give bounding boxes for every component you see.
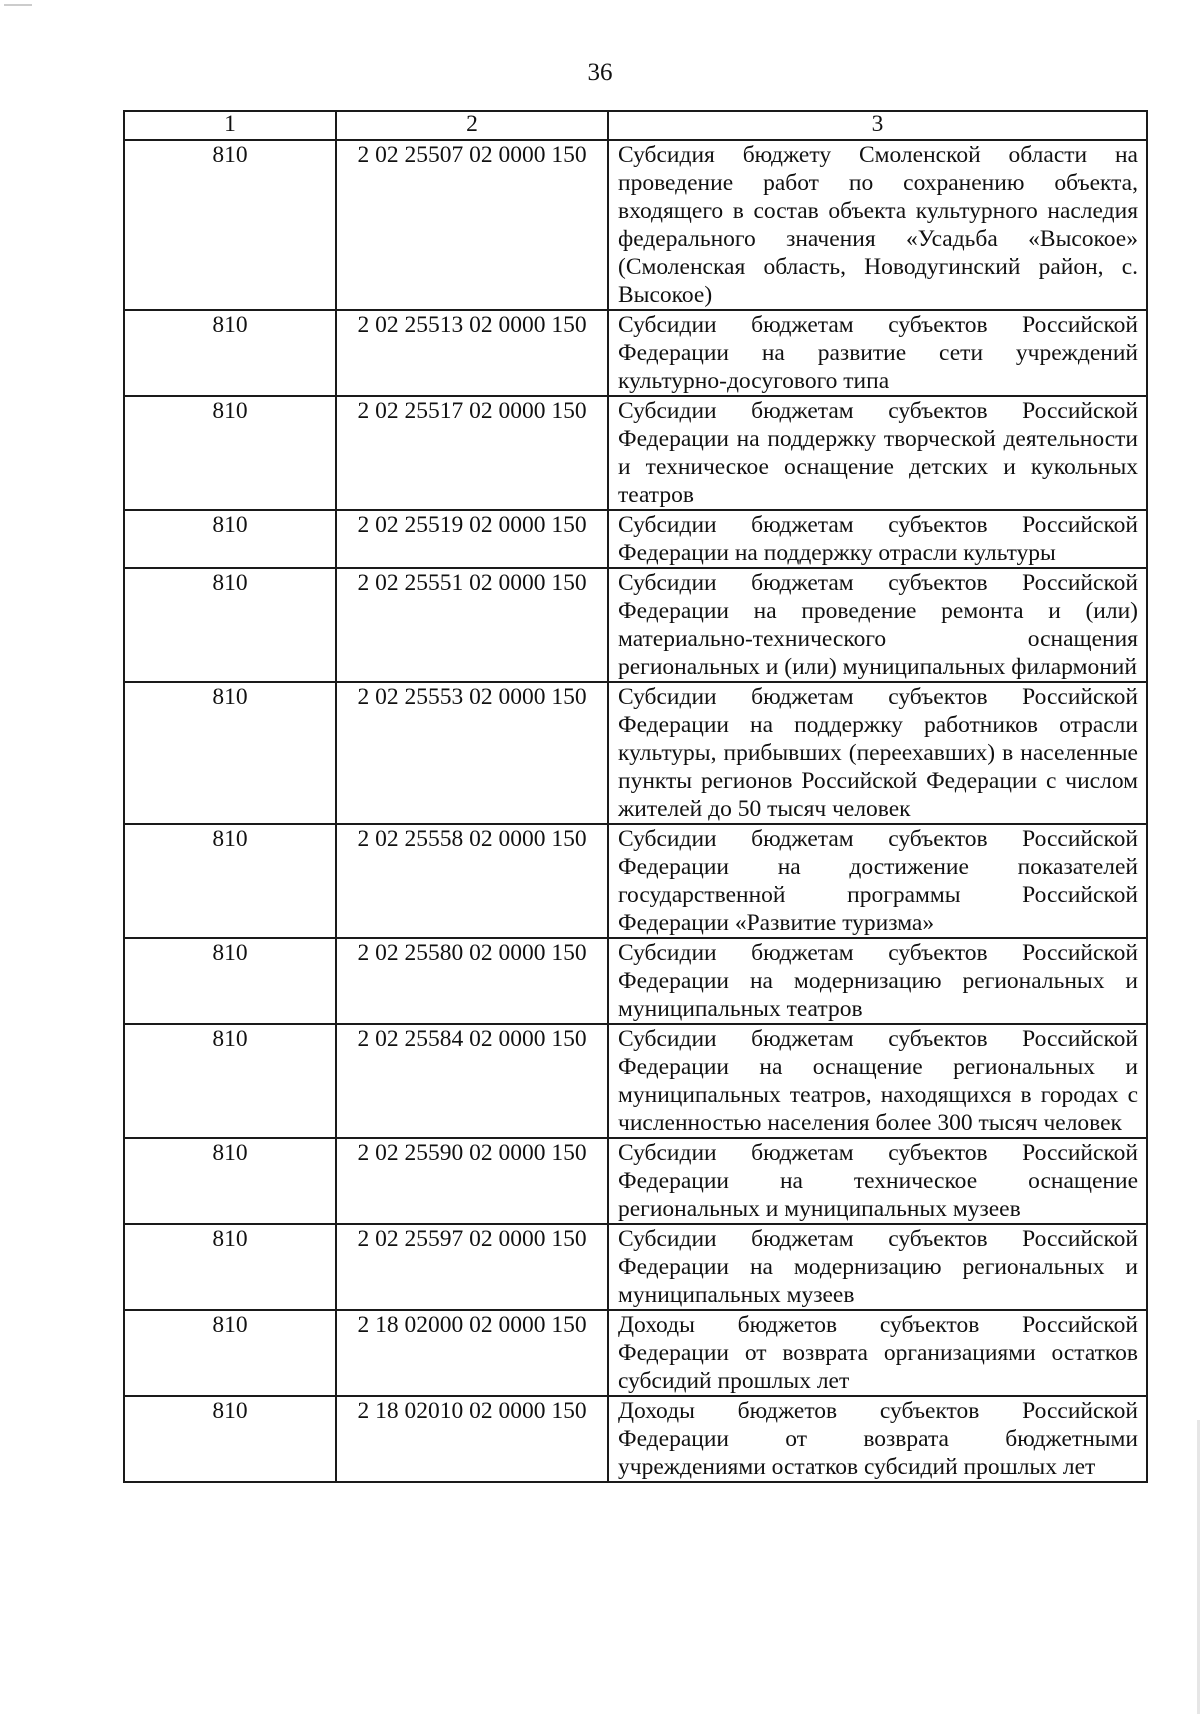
revenue-code-cell: 2 02 25551 02 0000 150	[336, 568, 608, 682]
revenue-code-cell: 2 18 02010 02 0000 150	[336, 1396, 608, 1482]
admin-code-cell: 810	[124, 568, 336, 682]
description-cell: Субсидии бюджетам субъектов Российской Федерации на оснащение региональных и муниципальных театров, находящихся в городах с численностью населения более 300 тысяч человек	[608, 1024, 1147, 1138]
description-cell: Доходы бюджетов субъектов Российской Федерации от возврата бюджетными учреждениями остатков субсидий прошлых лет	[608, 1396, 1147, 1482]
description-cell: Субсидия бюджету Смоленской области на проведение работ по сохранению объекта, входящего в состав объекта культурного наследия федерального значения «Усадьба «Высокое» (Смоленская область, Новодугинский район, с. Высокое)	[608, 140, 1147, 310]
description-cell: Субсидии бюджетам субъектов Российской Федерации на техническое оснащение региональных и муниципальных музеев	[608, 1138, 1147, 1224]
revenue-code-cell: 2 02 25513 02 0000 150	[336, 310, 608, 396]
revenue-code-cell: 2 02 25590 02 0000 150	[336, 1138, 608, 1224]
table-row	[124, 140, 1147, 310]
column-header-1: 1	[124, 111, 336, 140]
description-cell: Субсидии бюджетам субъектов Российской Федерации на проведение ремонта и (или) материально-технического оснащения региональных и (или) муниципальных филармоний	[608, 568, 1147, 682]
revenue-code-cell: 2 02 25507 02 0000 150	[336, 140, 608, 310]
description-cell: Субсидии бюджетам субъектов Российской Федерации на поддержку творческой деятельности и техническое оснащение детских и кукольных театров	[608, 396, 1147, 510]
description-cell: Субсидии бюджетам субъектов Российской Федерации на развитие сети учреждений культурно-досугового типа	[608, 310, 1147, 396]
admin-code-cell: 810	[124, 1396, 336, 1482]
admin-code-cell: 810	[124, 824, 336, 938]
budget-codes-table	[123, 110, 1148, 1483]
page-number: 36	[587, 59, 613, 86]
scan-artifact	[4, 4, 32, 6]
admin-code-cell: 810	[124, 1310, 336, 1396]
admin-code-cell: 810	[124, 140, 336, 310]
admin-code-cell: 810	[124, 938, 336, 1024]
description-cell: Субсидии бюджетам субъектов Российской Федерации на модернизацию региональных и муниципальных музеев	[608, 1224, 1147, 1310]
description-cell: Субсидии бюджетам субъектов Российской Федерации на поддержку отрасли культуры	[608, 510, 1147, 568]
admin-code-cell: 810	[124, 310, 336, 396]
description-cell: Доходы бюджетов субъектов Российской Федерации от возврата организациями остатков субсидий прошлых лет	[608, 1310, 1147, 1396]
revenue-code-cell: 2 02 25519 02 0000 150	[336, 510, 608, 568]
admin-code-cell: 810	[124, 1224, 336, 1310]
table-row	[124, 396, 1147, 510]
revenue-code-cell: 2 02 25517 02 0000 150	[336, 396, 608, 510]
table-row	[124, 1138, 1147, 1224]
table-row	[124, 1396, 1147, 1482]
admin-code-cell: 810	[124, 682, 336, 824]
description-cell: Субсидии бюджетам субъектов Российской Федерации на поддержку работников отрасли культуры, прибывших (переехавших) в населенные пункты регионов Российской Федерации с числом жителей до 50 тысяч человек	[608, 682, 1147, 824]
table-row	[124, 1224, 1147, 1310]
revenue-code-cell: 2 02 25584 02 0000 150	[336, 1024, 608, 1138]
column-header-2: 2	[336, 111, 608, 140]
table-row	[124, 310, 1147, 396]
table-row	[124, 824, 1147, 938]
table-row	[124, 682, 1147, 824]
admin-code-cell: 810	[124, 1138, 336, 1224]
description-cell: Субсидии бюджетам субъектов Российской Федерации на модернизацию региональных и муниципальных театров	[608, 938, 1147, 1024]
revenue-code-cell: 2 02 25580 02 0000 150	[336, 938, 608, 1024]
table-row	[124, 938, 1147, 1024]
admin-code-cell: 810	[124, 396, 336, 510]
admin-code-cell: 810	[124, 1024, 336, 1138]
column-header-3: 3	[608, 111, 1147, 140]
revenue-code-cell: 2 18 02000 02 0000 150	[336, 1310, 608, 1396]
admin-code-cell: 810	[124, 510, 336, 568]
table-row	[124, 510, 1147, 568]
revenue-code-cell: 2 02 25553 02 0000 150	[336, 682, 608, 824]
table-header-row	[124, 111, 1147, 140]
description-cell: Субсидии бюджетам субъектов Российской Федерации на достижение показателей государственной программы Российской Федерации «Развитие туризма»	[608, 824, 1147, 938]
revenue-code-cell: 2 02 25558 02 0000 150	[336, 824, 608, 938]
table-row	[124, 568, 1147, 682]
revenue-code-cell: 2 02 25597 02 0000 150	[336, 1224, 608, 1310]
table-row	[124, 1024, 1147, 1138]
table-row	[124, 1310, 1147, 1396]
